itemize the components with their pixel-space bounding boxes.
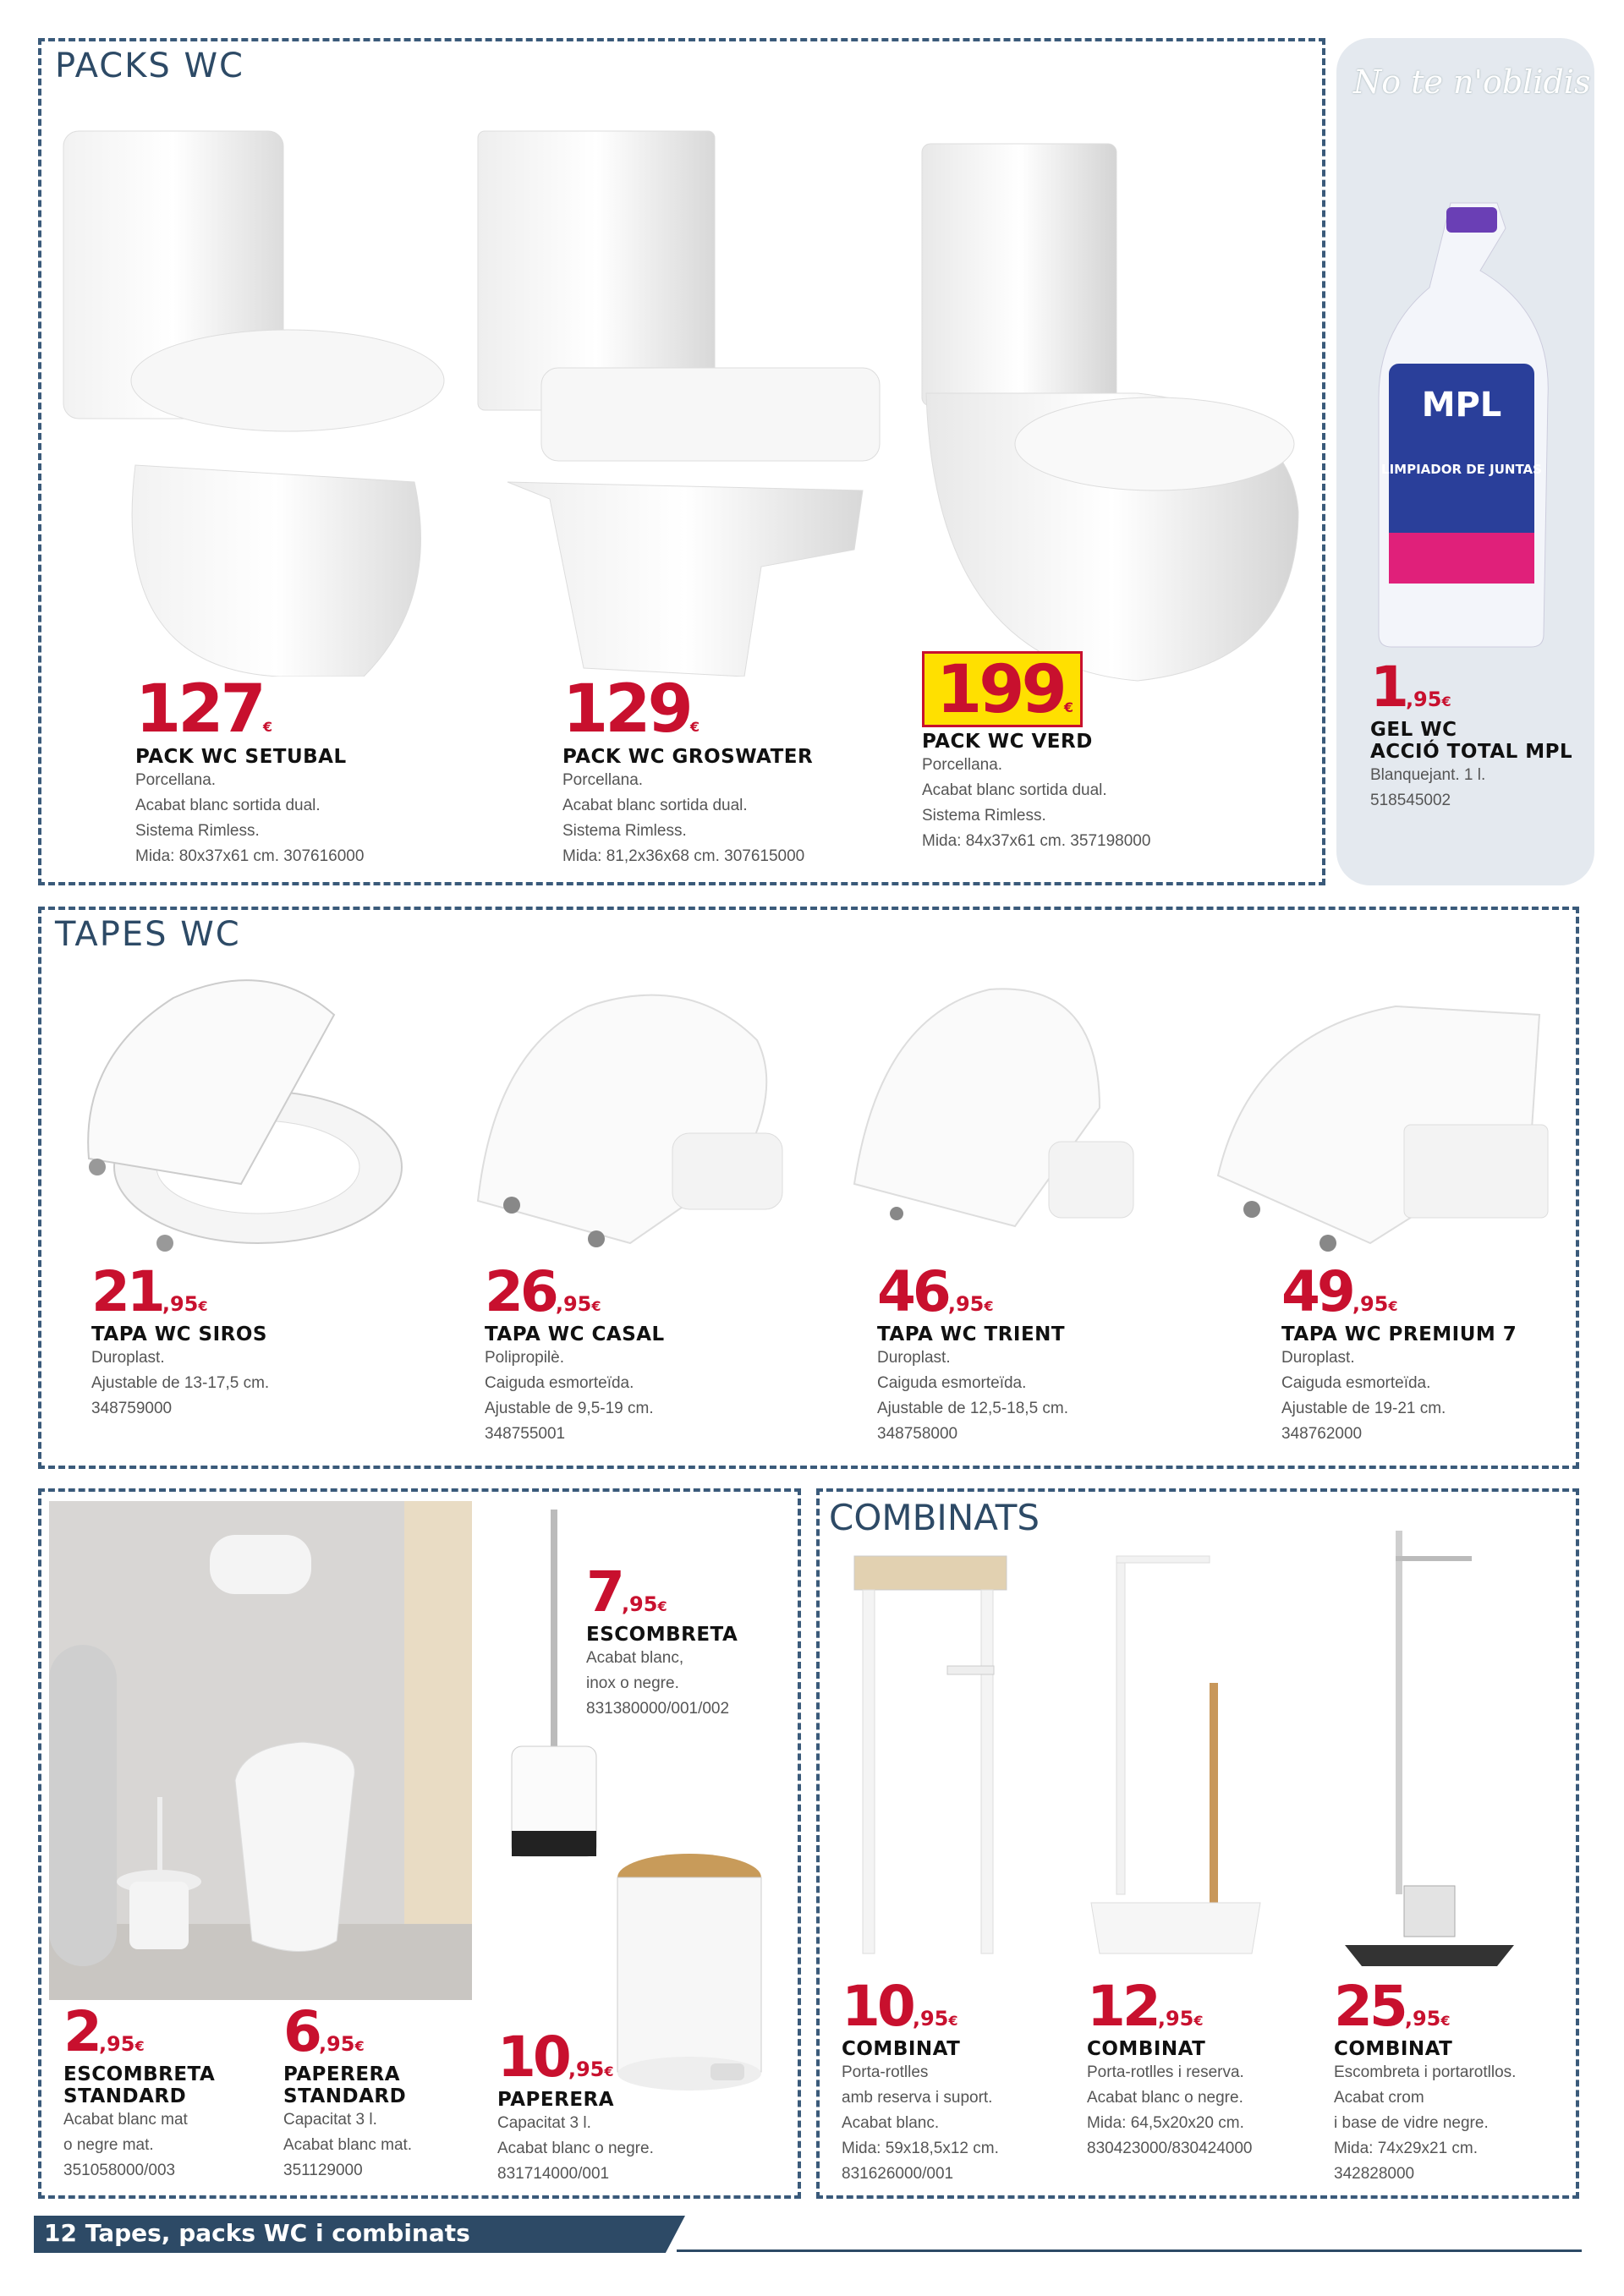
product-detail: Caiguda esmorteïda. [877, 1374, 1027, 1392]
product-name: COMBINAT [1334, 2038, 1453, 2060]
price: 26,95€ [485, 1259, 601, 1324]
product-detail: Caiguda esmorteïda. [1281, 1374, 1431, 1392]
product-detail: Sistema Rimless. [135, 822, 260, 840]
product-detail: Porcellana. [135, 771, 217, 789]
pack-wc-verd [922, 651, 1150, 854]
product-detail: 831380000/001/002 [586, 1700, 730, 1718]
product-name: PAPERERA [497, 2089, 615, 2111]
footer-label [44, 2219, 470, 2247]
product-name: ESCOMBRETA [63, 2063, 216, 2085]
product-detail: Acabat blanc sortida dual. [135, 797, 321, 814]
product-detail: Acabat blanc o negre. [1087, 2089, 1243, 2107]
product-name: COMBINAT [842, 2038, 961, 2060]
product-detail: Acabat blanc o negre. [497, 2140, 654, 2157]
product-detail: 348758000 [877, 1425, 958, 1443]
reminder-title: No te n'oblidis [1353, 63, 1591, 101]
product-detail: 518545002 [1370, 792, 1451, 809]
bottle-brand: MPL [1421, 386, 1502, 425]
product-detail: Polipropilè. [485, 1349, 564, 1367]
product-detail: 348759000 [91, 1400, 173, 1417]
tapa-casal-image [461, 981, 799, 1269]
product-name: TAPA WC CASAL [485, 1323, 665, 1345]
product-detail: 831626000/001 [842, 2165, 954, 2183]
combinat-3 [1334, 1974, 1517, 2187]
product-detail: o negre mat. [63, 2136, 154, 2154]
product-detail: Porta-rotlles i reserva. [1087, 2063, 1244, 2081]
price: 6,95€ [283, 1999, 365, 2064]
product-detail: Mida: 59x18,5x12 cm. [842, 2140, 999, 2157]
tapa-trient-image [846, 973, 1150, 1260]
footer-rule [677, 2249, 1582, 2252]
product-name: PAPERERA [283, 2063, 401, 2085]
toilet-groswater-image [474, 127, 897, 677]
product-name: PACK WC GROSWATER [562, 746, 814, 768]
product-detail: Duroplast. [1281, 1349, 1355, 1367]
paperera [497, 2025, 654, 2187]
packs-wc-title: PACKS WC [55, 47, 244, 85]
gel-wc-mpl [1370, 655, 1573, 814]
footer-text: Tapes, packs WC i combinats [85, 2219, 470, 2247]
product-detail: Mida: 80x37x61 cm. 307616000 [135, 847, 365, 865]
product-detail: Mida: 84x37x61 cm. 357198000 [922, 832, 1151, 850]
page-number: 12 [44, 2219, 77, 2247]
price: 49,95€ [1281, 1259, 1398, 1324]
combinats-title: COMBINATS [829, 1497, 1040, 1538]
product-name: TAPA WC PREMIUM 7 [1281, 1323, 1517, 1345]
tapa-premium7-image [1201, 998, 1556, 1269]
product-name: ACCIÓ TOTAL MPL [1370, 741, 1573, 763]
price: 25,95€ [1334, 1974, 1451, 2039]
combinat-3-image [1336, 1522, 1522, 1970]
product-detail: Sistema Rimless. [562, 822, 687, 840]
escombreta [586, 1559, 738, 1722]
highlight-price: 199€ [922, 651, 1083, 727]
price: 129€ [562, 671, 700, 748]
pack-wc-setubal [135, 671, 365, 869]
price: 21,95€ [91, 1259, 208, 1324]
product-detail: Ajustable de 19-21 cm. [1281, 1400, 1446, 1417]
product-name: ESCOMBRETA [586, 1624, 738, 1646]
product-detail: Acabat blanc mat. [283, 2136, 413, 2154]
price: 7,95€ [586, 1559, 667, 1625]
paperera-standard [283, 1999, 413, 2184]
product-name: TAPA WC SIROS [91, 1323, 267, 1345]
pack-wc-groswater [562, 671, 814, 869]
price: 46,95€ [877, 1259, 994, 1324]
product-detail: 351129000 [283, 2162, 363, 2179]
tapes-wc-title: TAPES WC [55, 915, 241, 954]
product-detail: Acabat blanc sortida dual. [562, 797, 748, 814]
product-detail: 342828000 [1334, 2165, 1415, 2183]
product-name: PACK WC SETUBAL [135, 746, 347, 768]
product-detail: Acabat crom [1334, 2089, 1424, 2107]
product-detail: Duroplast. [91, 1349, 165, 1367]
product-detail: 348755001 [485, 1425, 566, 1443]
product-detail: inox o negre. [586, 1674, 679, 1692]
product-name: TAPA WC TRIENT [877, 1323, 1066, 1345]
price: 2,95€ [63, 1999, 145, 2064]
product-detail: 351058000/003 [63, 2162, 176, 2179]
price: 1,95€ [1370, 655, 1451, 720]
product-detail: Blanquejant. 1 l. [1370, 766, 1486, 784]
bottle-label: LIMPIADOR DE JUNTAS [1381, 462, 1542, 477]
toilet-verd-image [918, 140, 1307, 689]
product-name: PACK WC VERD [922, 731, 1093, 753]
combinat-1-image [846, 1548, 1015, 1962]
product-detail: Porta-rotlles [842, 2063, 929, 2081]
product-detail: Ajustable de 13-17,5 cm. [91, 1374, 270, 1392]
product-detail: 830423000/830424000 [1087, 2140, 1253, 2157]
product-name: STANDARD [283, 2085, 407, 2107]
toilet-setubal-image [59, 127, 448, 677]
product-detail: Sistema Rimless. [922, 807, 1046, 825]
escombreta-standard [63, 1999, 216, 2184]
product-detail: Acabat blanc. [842, 2114, 940, 2132]
product-detail: Ajustable de 12,5-18,5 cm. [877, 1400, 1069, 1417]
product-detail: Capacitat 3 l. [497, 2114, 591, 2132]
product-detail: 831714000/001 [497, 2165, 610, 2183]
product-name: STANDARD [63, 2085, 187, 2107]
product-detail: Acabat blanc, [586, 1649, 684, 1667]
product-detail: Duroplast. [877, 1349, 951, 1367]
product-detail: i base de vidre negre. [1334, 2114, 1489, 2132]
tapa-wc-siros [91, 1259, 270, 1422]
product-detail: amb reserva i suport. [842, 2089, 993, 2107]
tapa-siros-image [72, 964, 410, 1269]
tapa-wc-casal [485, 1259, 665, 1447]
combinat-2-image [1083, 1548, 1269, 1962]
combinat-1 [842, 1974, 999, 2187]
product-detail: Acabat blanc mat [63, 2111, 188, 2129]
price: 10,95€ [842, 1974, 958, 2039]
product-detail: Capacitat 3 l. [283, 2111, 377, 2129]
product-detail: Ajustable de 9,5-19 cm. [485, 1400, 654, 1417]
product-detail: 348762000 [1281, 1425, 1363, 1443]
product-detail: Caiguda esmorteïda. [485, 1374, 634, 1392]
product-detail: Acabat blanc sortida dual. [922, 781, 1107, 799]
price: 12,95€ [1087, 1974, 1204, 2039]
product-detail: Mida: 64,5x20x20 cm. [1087, 2114, 1244, 2132]
product-name: COMBINAT [1087, 2038, 1206, 2060]
tapa-wc-trient [877, 1259, 1069, 1447]
product-detail: Porcellana. [562, 771, 644, 789]
product-detail: Escombreta i portarotllos. [1334, 2063, 1517, 2081]
price: 10,95€ [497, 2025, 614, 2090]
product-detail: Mida: 81,2x36x68 cm. 307615000 [562, 847, 805, 865]
product-name: GEL WC [1370, 719, 1457, 741]
gel-wc-bottle-image [1370, 195, 1552, 651]
combinat-2 [1087, 1974, 1253, 2162]
price: 127€ [135, 671, 272, 748]
product-detail: Mida: 74x29x21 cm. [1334, 2140, 1479, 2157]
bathroom-photo [49, 1501, 472, 2000]
tapa-wc-premium-7 [1281, 1259, 1517, 1447]
product-detail: Porcellana. [922, 756, 1003, 774]
